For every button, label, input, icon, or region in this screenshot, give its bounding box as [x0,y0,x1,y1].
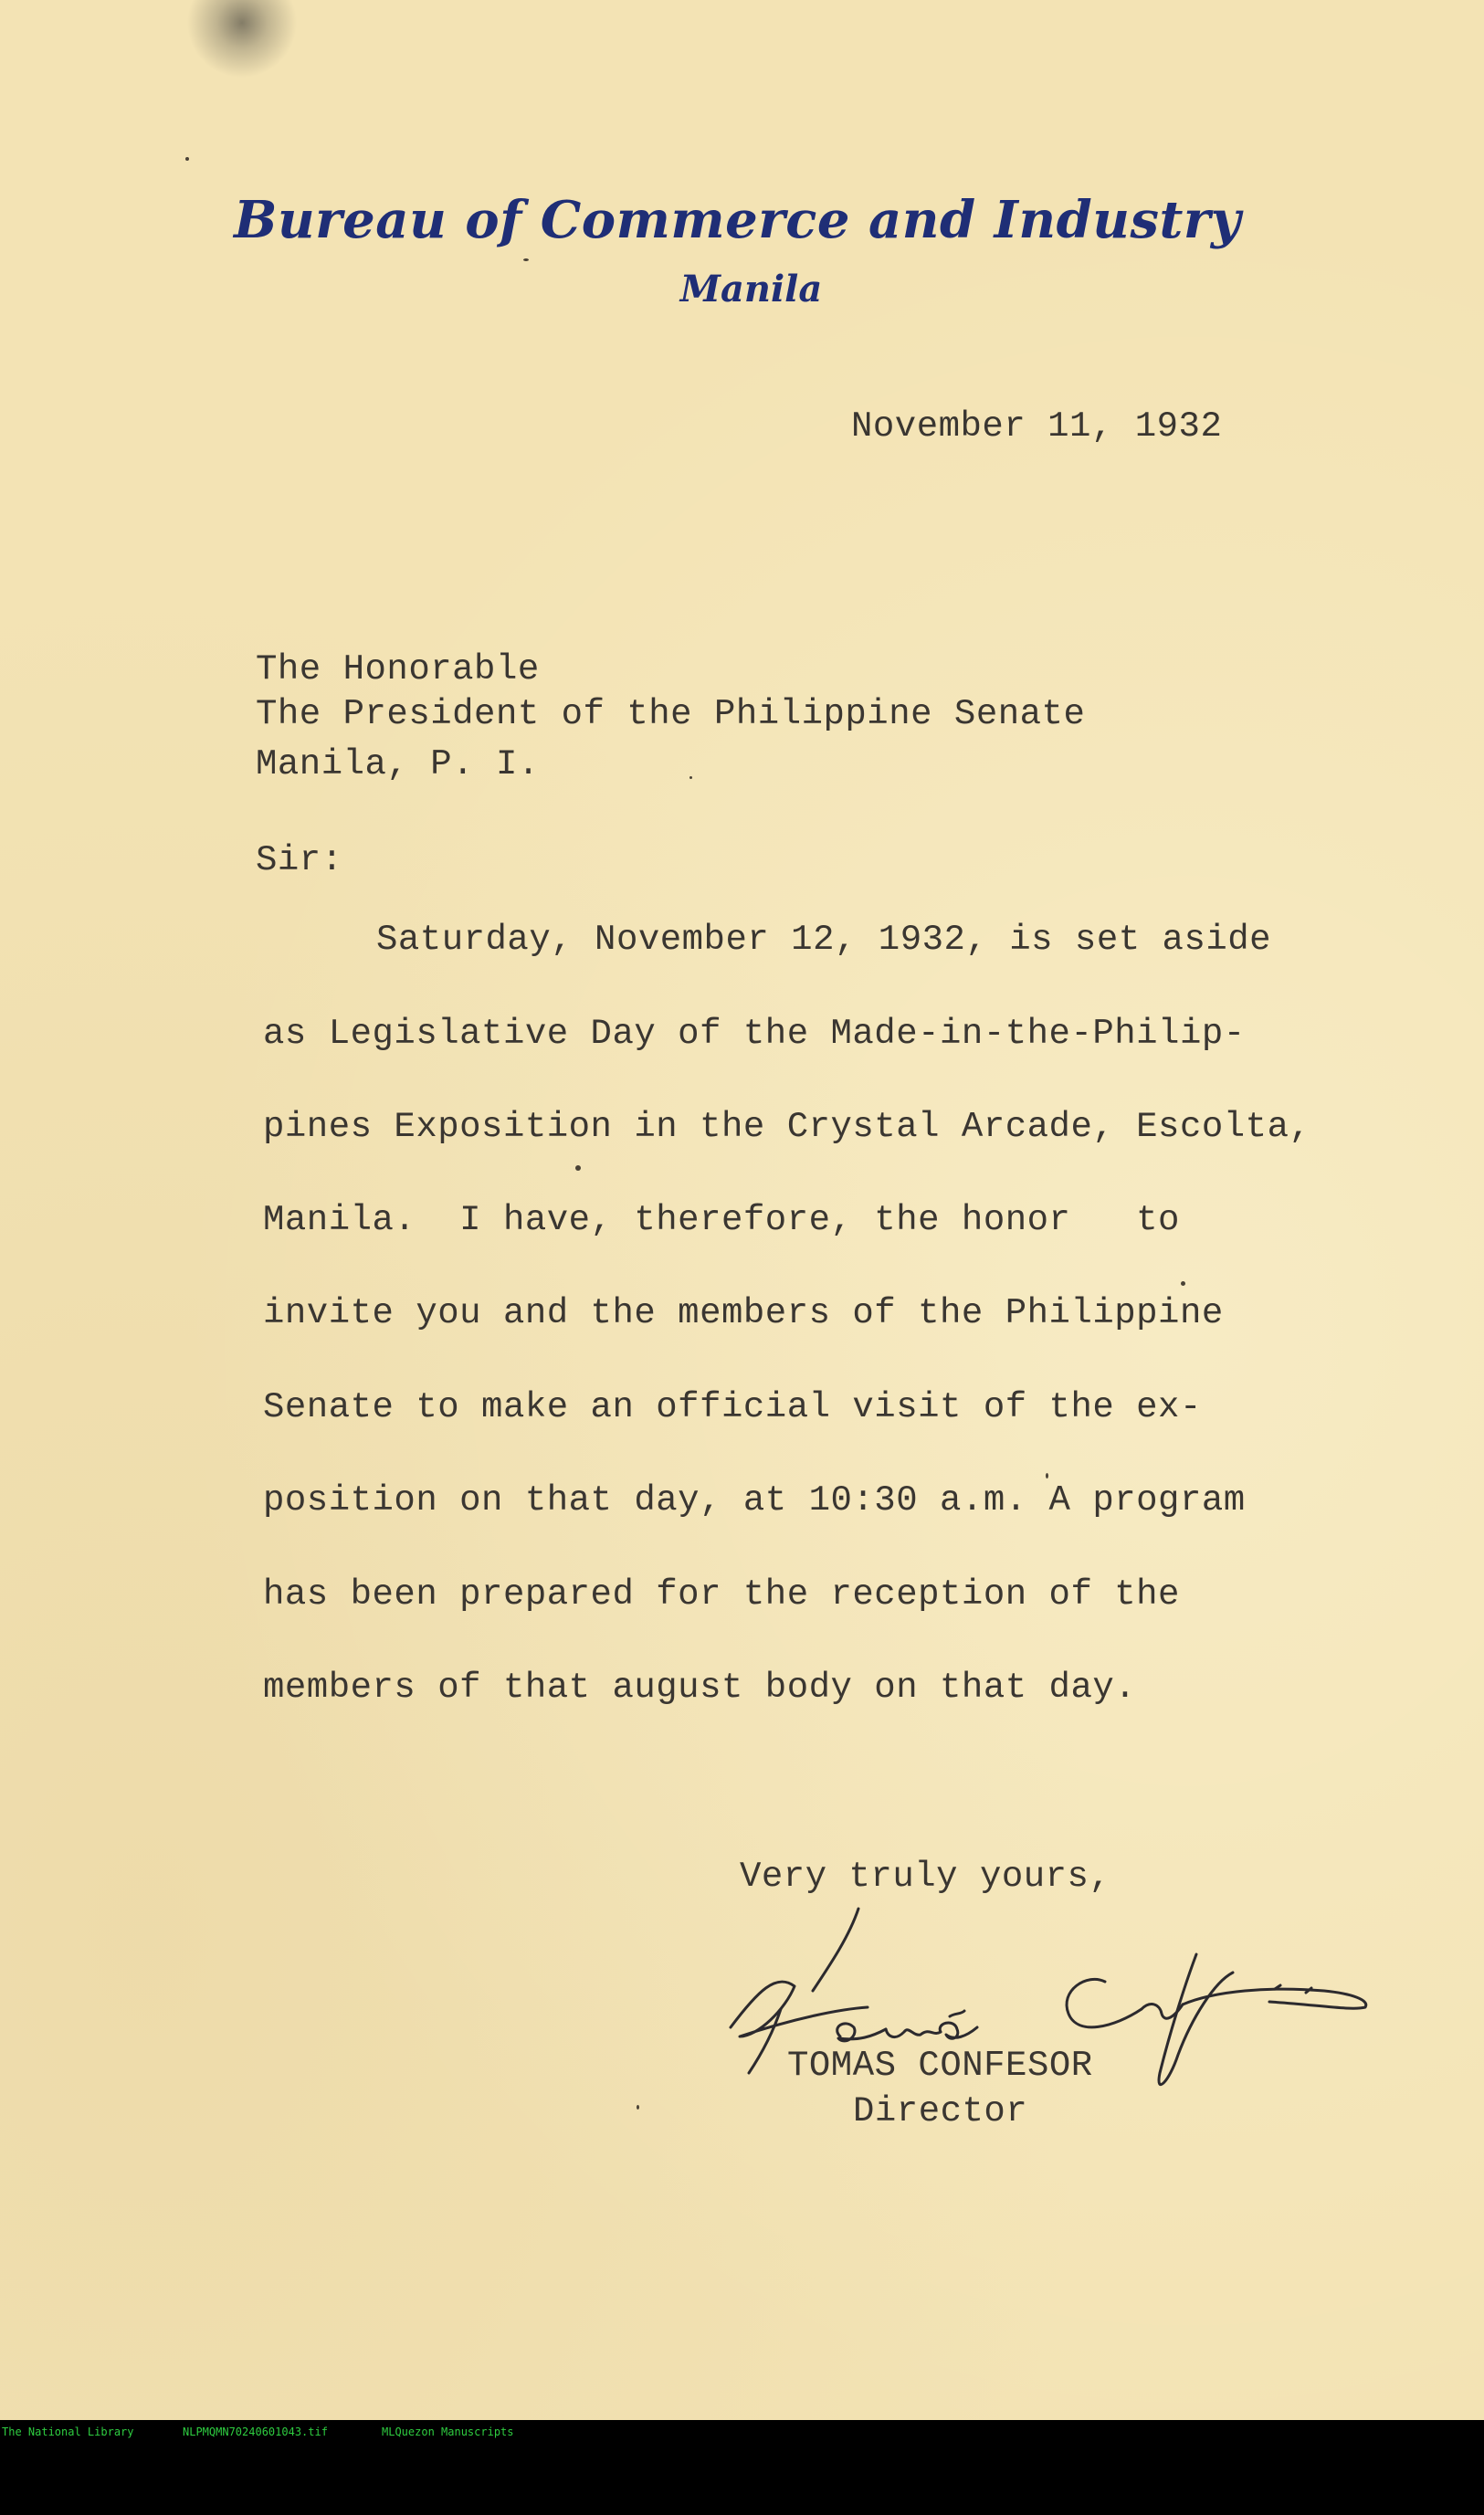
body-line: Saturday, November 12, 1932, is set aside [376,920,1272,960]
paper-speck [1181,1281,1185,1286]
scan-footer [0,2420,1484,2444]
closing: Very truly yours, [740,1857,1111,1897]
signatory-title: Director [853,2091,1028,2131]
letterhead-organization: Bureau of Commerce and Industry [234,190,1241,250]
paper-speck [637,2105,639,2110]
body-line: as Legislative Day of the Made-in-the-Philip- [263,1014,1246,1054]
paper-speck [1046,1473,1048,1478]
body-line: Manila. I have, therefore, the honor to [263,1200,1180,1240]
footer-library: The National Library [2,2426,134,2438]
paper-speck [523,258,529,261]
body-line: Senate to make an official visit of the ex- [263,1387,1202,1427]
signatory-name: TOMAS CONFESOR [787,2046,1093,2086]
paper-speck [689,776,692,779]
salutation: Sir: [256,840,343,880]
handwritten-signature [721,1899,1388,2137]
address-line-2: The President of the Philippine Senate [256,694,1086,734]
paper-speck [185,157,189,161]
body-line: has been prepared for the reception of the [263,1574,1180,1615]
body-line: pines Exposition in the Crystal Arcade, Escolta, [263,1107,1311,1147]
letter-date: November 11, 1932 [851,406,1223,447]
address-line-3: Manila, P. I. [256,744,540,784]
footer-filename: NLPMQMN70240601043.tif [183,2426,328,2438]
letterhead-city: Manila [679,268,823,310]
body-line: position on that day, at 10:30 a.m. A program [263,1480,1246,1521]
body-line: members of that august body on that day. [263,1668,1137,1708]
footer-collection: MLQuezon Manuscripts [382,2426,514,2438]
address-line-1: The Honorable [256,649,540,689]
body-line: invite you and the members of the Philippine [263,1293,1224,1333]
paper-speck [575,1165,581,1171]
